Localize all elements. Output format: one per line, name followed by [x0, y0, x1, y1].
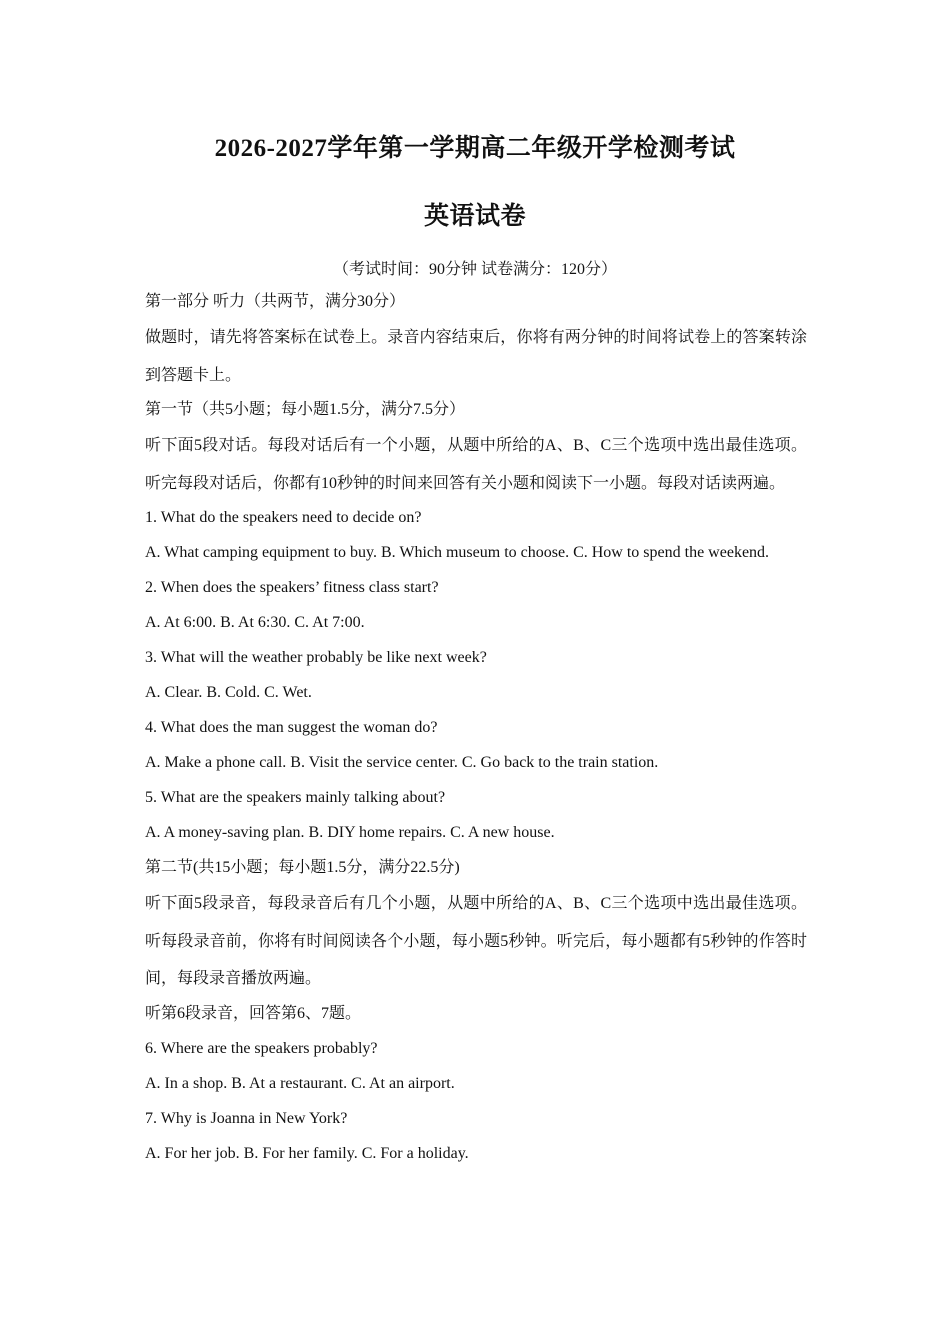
question-7: 7. Why is Joanna in New York? — [145, 1109, 348, 1127]
exam-info: （考试时间：90分钟 试卷满分：120分） — [332, 261, 617, 278]
question-5: 5. What are the speakers mainly talking about? — [145, 789, 446, 806]
question-2: 2. When does the speakers’ fitness class start? — [145, 579, 439, 596]
question-6-options: A. In a shop. B. At a restaurant. C. At an airport. — [145, 1074, 455, 1092]
section2-instructions: 听下面5段录音，每段录音后有几个小题，从题中所给的A、B、C三个选项中选出最佳选项。听每段录音前，你将有时间阅读各个小题，每小题5秒钟。听完后，每小题都有5秒钟的作答时间，每段录音播放两遍。 — [145, 895, 807, 987]
subject-title: 英语试卷 — [423, 203, 526, 230]
question-6: 6. Where are the speakers probably? — [145, 1039, 378, 1057]
group-note: 听第6段录音，回答第6、7题。 — [145, 1004, 362, 1022]
question-2-options: A. At 6:00. B. At 6:30. C. At 7:00. — [145, 614, 365, 631]
exam-title: 2026-2027学年第一学期高二年级开学检测考试 — [214, 135, 736, 162]
question-5-options: A. A money-saving plan. B. DIY home repairs. C. A new house. — [145, 824, 555, 841]
section1-instructions: 听下面5段对话。每段对话后有一个小题，从题中所给的A、B、C三个选项中选出最佳选项。听完每段对话后，你都有10秒钟的时间来回答有关小题和阅读下一小题。每段对话读两遍。 — [145, 437, 807, 492]
question-7-options: A. For her job. B. For her family. C. For a holiday. — [145, 1144, 469, 1162]
section1-heading: 第一节（共5小题；每小题1.5分，满分7.5分） — [145, 401, 466, 418]
question-4: 4. What does the man suggest the woman do? — [145, 719, 438, 736]
question-1: 1. What do the speakers need to decide on? — [145, 509, 422, 526]
part1-heading: 第一部分 听力（共两节，满分30分） — [145, 293, 406, 310]
question-4-options: A. Make a phone call. B. Visit the service center. C. Go back to the train station. — [145, 754, 659, 771]
exam-body — [145, 290, 807, 1177]
question-3-options: A. Clear. B. Cold. C. Wet. — [145, 684, 312, 701]
question-1-options: A. What camping equipment to buy. B. Which museum to choose. C. How to spend the weekend. — [145, 544, 770, 561]
question-3: 3. What will the weather probably be like next week? — [145, 649, 487, 666]
part1-instructions: 做题时，请先将答案标在试卷上。录音内容结束后，你将有两分钟的时间将试卷上的答案转涂到答题卡上。 — [145, 329, 807, 384]
section2-heading: 第二节(共15小题；每小题1.5分，满分22.5分) — [145, 859, 460, 876]
